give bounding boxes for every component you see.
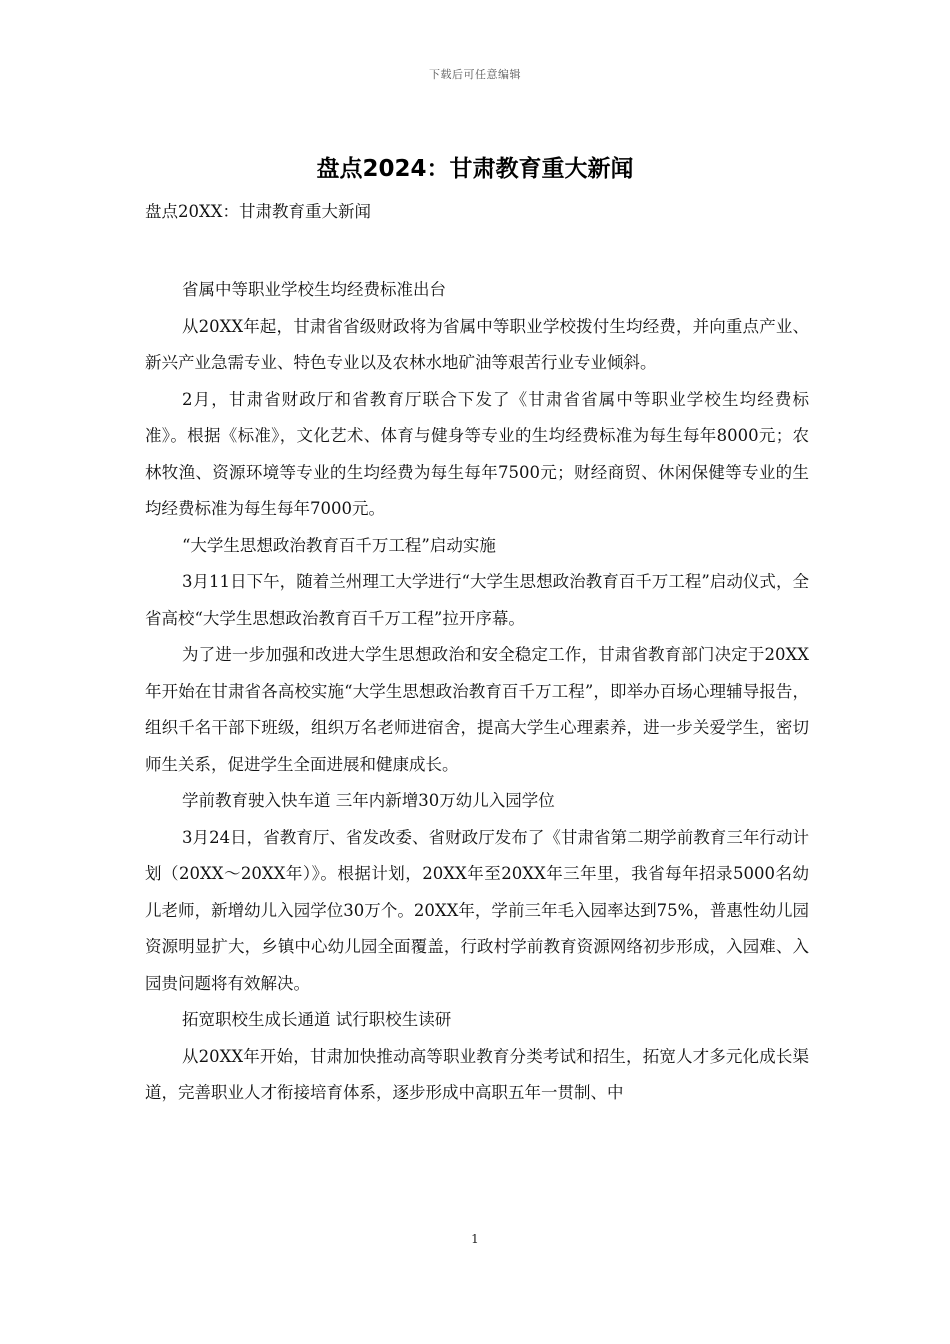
section-heading-funding: 省属中等职业学校生均经费标准出台 bbox=[182, 280, 446, 299]
page-number: 1 bbox=[471, 1232, 479, 1246]
document-subtitle: 盘点20XX：甘肃教育重大新闻 bbox=[145, 202, 371, 221]
page-header-note: 下载后可任意编辑 bbox=[429, 68, 521, 81]
section-heading-ideology-project: “大学生思想政治教育百千万工程”启动实施 bbox=[182, 535, 496, 555]
section-heading-preschool: 学前教育驶入快车道 三年内新增30万幼儿入园学位 bbox=[182, 791, 555, 810]
document-title: 盘点2024：甘肃教育重大新闻 bbox=[316, 156, 634, 182]
body-paragraph: 从20XX年起，甘肃省省级财政将为省属中等职业学校拨付生均经费，并向重点产业、新兴产业急需专业、特色专业以及农林水地矿油等艰苦行业专业倾斜。 bbox=[145, 316, 809, 372]
body-paragraph: 3月11日下午，随着兰州理工大学进行“大学生思想政治教育百千万工程”启动仪式，全省高校“大学生思想政治教育百千万工程”拉开序幕。 bbox=[145, 572, 809, 628]
body-paragraph: 3月24日，省教育厅、省发改委、省财政厅发布了《甘肃省第二期学前教育三年行动计划（20XX～20XX年）》。根据计划，20XX年至20XX年三年里，我省每年招录5000名幼儿老师，新增幼儿入园学位30万个。20XX年，学前三年毛入园率达到75%，普惠性幼儿园资源明显扩大，乡镇中心幼儿园全面覆盖，行政村学前教育资源网络初步形成，入园难、入园贵问题将有效解决。 bbox=[145, 827, 809, 993]
body-paragraph: 2月，甘肃省财政厅和省教育厅联合下发了《甘肃省省属中等职业学校生均经费标准》。根据《标准》，文化艺术、体育与健身等专业的生均经费标准为每生每年8000元；农林牧渔、资源环境等专业的生均经费为每生每年7500元；财经商贸、休闲保健等专业的生均经费标准为每生每年7000元。 bbox=[145, 389, 809, 518]
section-heading-vocational: 拓宽职校生成长通道 试行职校生读研 bbox=[182, 1010, 452, 1029]
document-body bbox=[145, 272, 809, 1112]
body-paragraph: 从20XX年开始，甘肃加快推动高等职业教育分类考试和招生，拓宽人才多元化成长渠道，完善职业人才衔接培育体系，逐步形成中高职五年一贯制、中 bbox=[145, 1046, 809, 1102]
body-paragraph: 为了进一步加强和改进大学生思想政治和安全稳定工作，甘肃省教育部门决定于20XX年开始在甘肃省各高校实施“大学生思想政治教育百千万工程”，即举办百场心理辅导报告，组织千名干部下班级，组织万名老师进宿舍，提高大学生心理素养，进一步关爱学生，密切师生关系，促进学生全面进展和健康成长。 bbox=[145, 645, 809, 774]
